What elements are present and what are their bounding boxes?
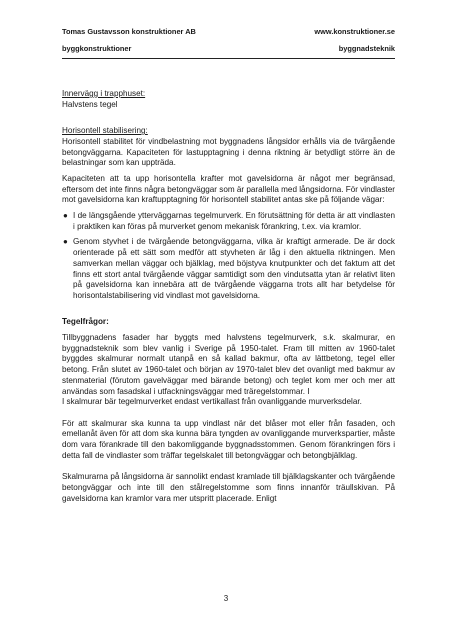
document-body bbox=[62, 89, 395, 504]
list-item-text: Genom styvhet i de tvärgående betongväggarna, vilka är kraftigt armerade. De är dock orienterade på ett sätt som medför att styvheten är låg i den aktuella riktningen. Men samverkan mellan väggar och bjälklag, med böjstyva knutpunkter och det faktum att det finns ett stort antal tvärgående väggar samtidigt som den vindutsatta ytan är relativt liten på gavelsidorna kan innebära att de tvärgående väggarna trots allt har betydelse för horisontalstabilisering vid vindlast mot gavelsidorna. bbox=[73, 237, 395, 300]
stabilisering-bullet-list bbox=[62, 211, 395, 302]
stabilisering-paragraph-1: Horisontell stabilitet för vindbelastning mot byggnadens långsidor erhålls via de tvärgående betongväggarna. Kapaciteten för lastupptagning i denna riktning är betydligt större än de belastningar som kan uppträda. bbox=[62, 136, 395, 168]
list-item bbox=[62, 237, 395, 301]
tegel-paragraph-4: Skalmurarna på långsidorna är sannolikt endast kramlade till bjälklagskanter och tvärgående betongväggar och inte till den stålregelstomme som finns innanför träullskivan. På gavelsidorna kan kramlor vara mer utspritt placerade. Enligt bbox=[62, 472, 395, 503]
header-left-subtitle: byggkonstruktioner bbox=[62, 44, 132, 53]
tegel-paragraph-1: Tillbyggnadens fasader har byggts med halvstens tegelmurverk, s.k. skalmurar, en byggnadsteknik som blev vanlig i Sverige på 1950-talet. Fram till mitten av 1960-talet byggdes skalmurar normalt utanpå en så kallad bakmur, ofta av lättbetong, tegel eller betong. Från slutet av 1960-talet och början av 1970-talet blev det ovanligt med bakmur av stenmaterial (förutom gavelväggar med bärande betong) och teglet kom mer och mer att användas som fasadskal i utfackningsväggar med träregelstommar. I bbox=[62, 333, 395, 396]
stabilisering-paragraph-2: Kapaciteten att ta upp horisontella krafter mot gavelsidorna är något mer begränsad, eftersom det inte finns några betongväggar som är parallella med långsidorna. För vindlaster mot gavelsidorna kan kraftupptagning för horisontell stabilitet antas ske på följande vägar: bbox=[62, 173, 395, 205]
bullet-icon: ● bbox=[63, 211, 68, 221]
list-item bbox=[62, 211, 395, 232]
tegel-paragraph-2: I skalmurar bär tegelmurverket endast vertikallast från ovanliggande murverksdelar. bbox=[62, 397, 362, 407]
innervagg-text: Halvstens tegel bbox=[62, 99, 118, 109]
stabilisering-heading: Horisontell stabilisering: bbox=[62, 126, 148, 136]
innervagg-heading: Innervägg i trapphuset: bbox=[62, 89, 146, 98]
header-divider bbox=[62, 58, 395, 59]
header-right-subtitle: byggnadsteknik bbox=[338, 44, 395, 53]
bullet-icon: ● bbox=[63, 237, 68, 247]
list-item-text: I de längsgående ytterväggarnas tegelmurverk. En förutsättning för detta är att vindlasten i praktiken kan föras på murverket genom mekanisk förankring, t.ex. via kramlor. bbox=[73, 211, 395, 231]
tegel-paragraph-3: För att skalmurar ska kunna ta upp vindlast när det blåser mot eller från fasaden, och emellanåt även för att dom ska kunna bära tyngden av ovanliggande murverkspartier, måste dom vara förankrade till den bakomliggande byggnadsstommen. Genom förankringen förs i detta fall de vindlaster som träffar tegelskalet till betongväggar och betongbjälklag. bbox=[62, 418, 395, 460]
company-website: www.konstruktioner.se bbox=[314, 27, 395, 36]
page-number: 3 bbox=[223, 594, 229, 603]
company-name: Tomas Gustavsson konstruktioner AB bbox=[62, 27, 196, 36]
tegel-heading: Tegelfrågor: bbox=[62, 317, 109, 327]
